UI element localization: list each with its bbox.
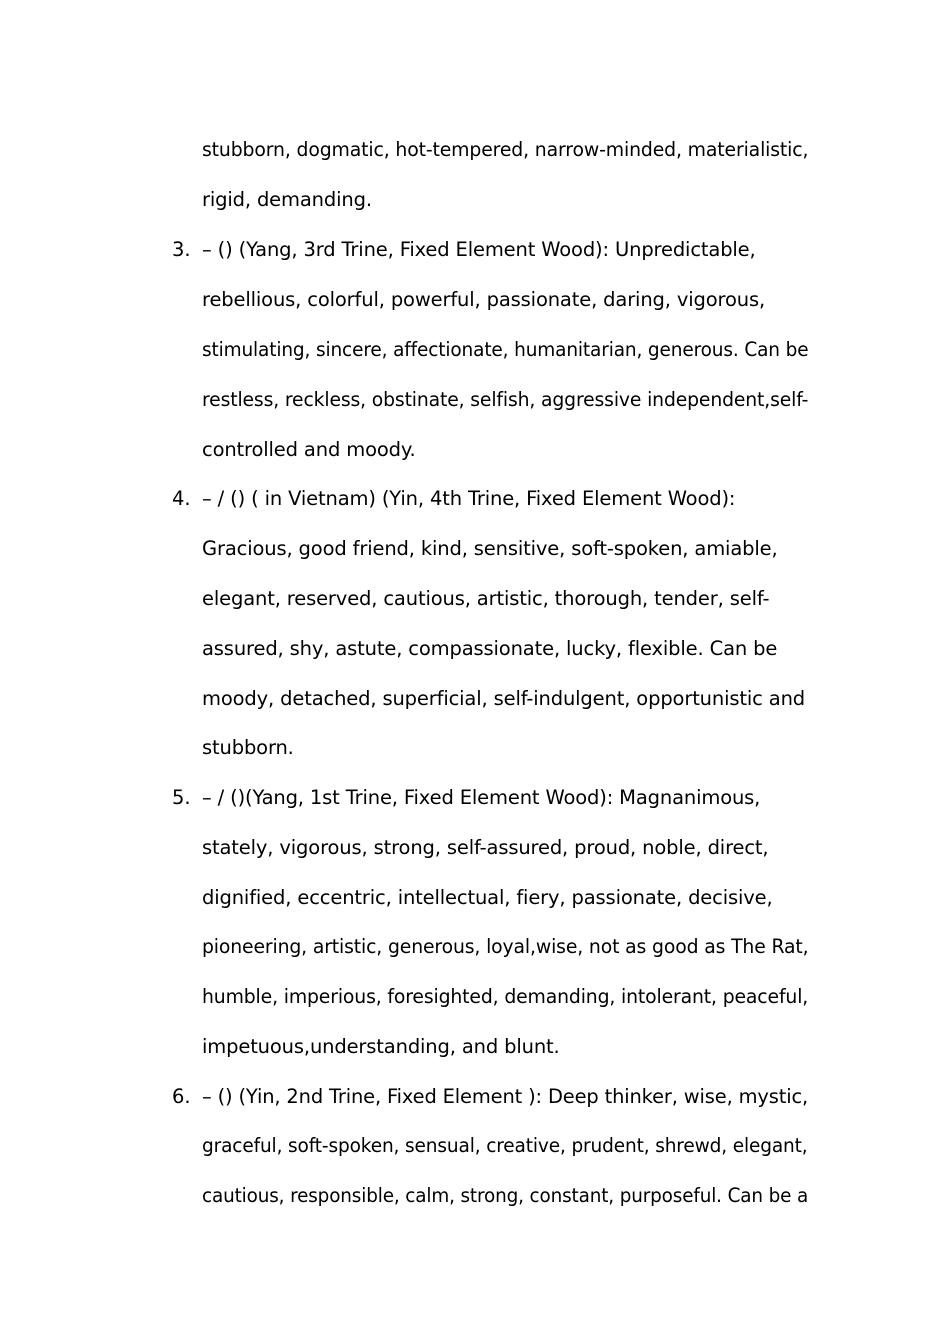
text-line: – () (Yin, 2nd Trine, Fixed Element ): Deep thinker, wise, mystic, [202,1085,809,1108]
list-number: 5. [172,786,191,809]
text-line: Gracious, good friend, kind, sensitive, soft-spoken, amiable, [202,537,778,560]
text-line: dignified, eccentric, intellectual, fiery, passionate, decisive, [202,886,773,909]
text-line: humble, imperious, foresighted, demanding, intolerant, peaceful, [202,985,809,1008]
text-line: restless, reckless, obstinate, selfish, aggressive independent,self- [202,388,809,411]
text-line: elegant, reserved, cautious, artistic, thorough, tender, self- [202,587,770,610]
text-line: – / ()(Yang, 1st Trine, Fixed Element Wood): Magnanimous, [202,786,761,809]
text-line: impetuous,understanding, and blunt. [202,1035,560,1058]
text-line: graceful, soft-spoken, sensual, creative, prudent, shrewd, elegant, [202,1134,808,1157]
text-line: stimulating, sincere, affectionate, humanitarian, generous. Can be [202,338,809,361]
text-line: – / () ( in Vietnam) (Yin, 4th Trine, Fixed Element Wood): [202,487,736,510]
text-line: rigid, demanding. [202,188,372,211]
text-line: stubborn, dogmatic, hot-tempered, narrow-minded, materialistic, [202,138,809,161]
list-number: 3. [172,238,191,261]
text-line: pioneering, artistic, generous, loyal,wise, not as good as The Rat, [202,935,809,958]
text-line: moody, detached, superficial, self-indulgent, opportunistic and [202,687,806,710]
text-line: stubborn. [202,736,294,759]
text-line: controlled and moody. [202,438,416,461]
text-line: stately, vigorous, strong, self-assured, proud, noble, direct, [202,836,769,859]
text-line: – () (Yang, 3rd Trine, Fixed Element Wood): Unpredictable, [202,238,756,261]
text-line: assured, shy, astute, compassionate, lucky, flexible. Can be [202,637,778,660]
list-number: 6. [172,1085,191,1108]
text-line: cautious, responsible, calm, strong, constant, purposeful. Can be a [202,1184,809,1207]
list-number: 4. [172,487,191,510]
text-line: rebellious, colorful, powerful, passionate, daring, vigorous, [202,288,766,311]
